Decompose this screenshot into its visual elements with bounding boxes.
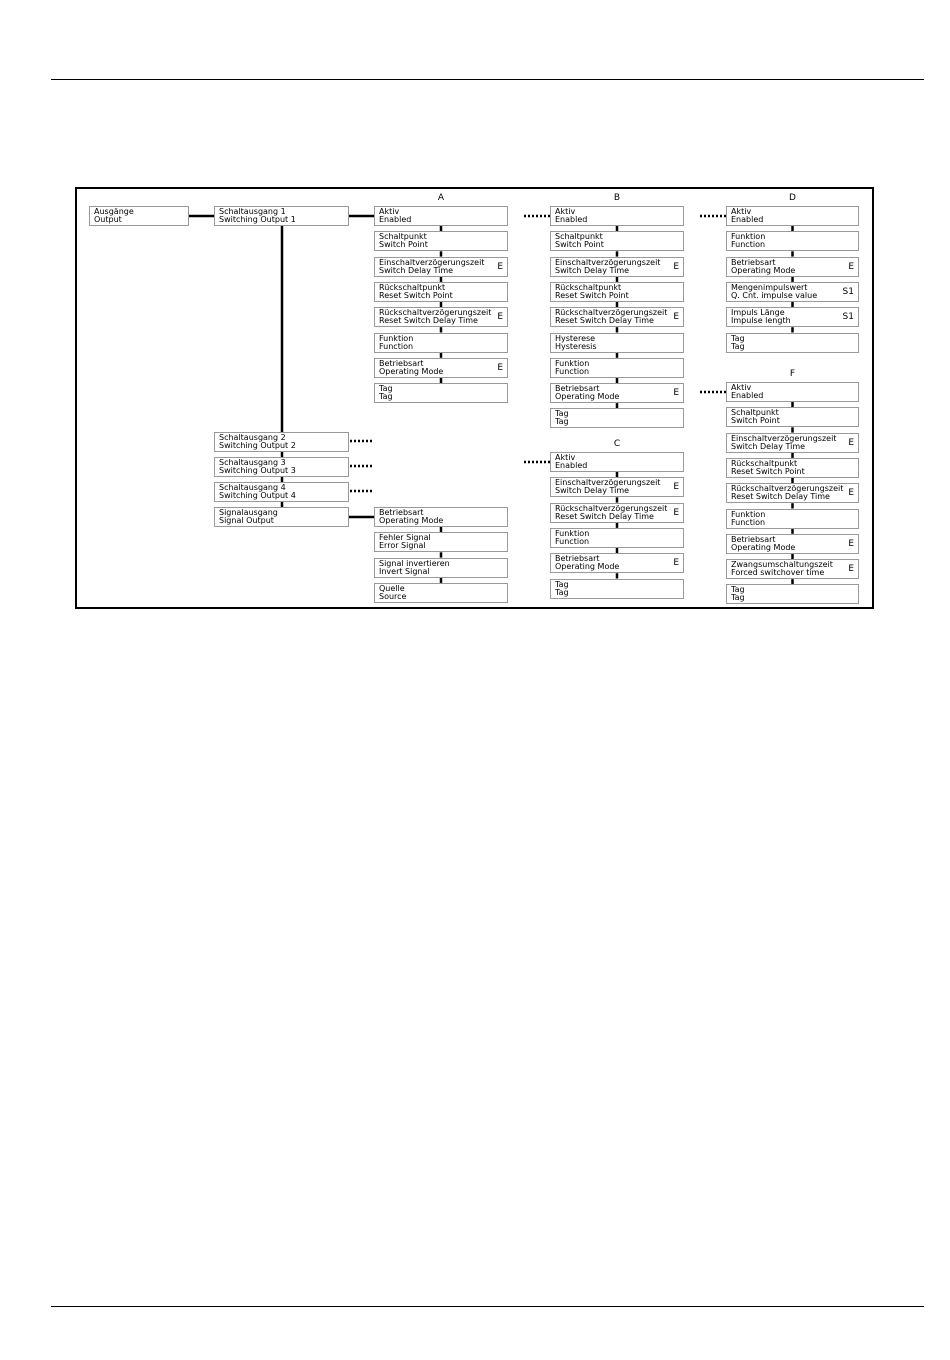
menu-item-d-3 bbox=[726, 257, 859, 277]
menu-item-a-4-label-de: Rückschaltpunkt bbox=[379, 282, 446, 292]
menu-item-d-4-badge: S1 bbox=[842, 286, 854, 297]
menu-item-a-1-label-de: Aktiv bbox=[379, 207, 400, 216]
menu-item-b-8-label-de: Betriebsart bbox=[555, 384, 600, 394]
output-node-5-label-de: Signalausgang bbox=[219, 508, 278, 517]
output-node-2 bbox=[214, 432, 349, 452]
menu-item-b-1-label-en: Enabled bbox=[555, 215, 588, 224]
menu-item-a-5 bbox=[374, 307, 508, 327]
menu-item-signal-3-label-de: Signal invertieren bbox=[379, 558, 450, 568]
menu-item-d-5-label-en: Impulse length bbox=[731, 316, 791, 326]
menu-item-f-9 bbox=[726, 584, 859, 604]
output-node-4-label-de: Schaltausgang 4 bbox=[219, 483, 286, 492]
output-node-4-label-en: Switching Output 4 bbox=[219, 491, 296, 500]
menu-item-d-4-label-de: Mengenimpulswert bbox=[731, 282, 808, 292]
menu-item-d-2 bbox=[726, 231, 859, 251]
menu-item-a-5-label-de: Rückschaltverzögerungszeit bbox=[379, 308, 492, 318]
menu-item-b-4-label-de: Rückschaltpunkt bbox=[555, 282, 622, 292]
menu-item-f-3-label-en: Switch Delay Time bbox=[731, 441, 806, 451]
menu-item-d-5-label-de: Impuls Länge bbox=[731, 308, 785, 318]
menu-item-a-5-label-en: Reset Switch Delay Time bbox=[379, 316, 478, 326]
menu-item-signal-3-label-en: Invert Signal bbox=[379, 566, 430, 576]
menu-item-b-2-label-de: Schaltpunkt bbox=[555, 232, 603, 242]
menu-item-signal-4-label-de: Quelle bbox=[379, 583, 405, 593]
menu-item-a-6 bbox=[374, 333, 508, 353]
menu-item-a-4 bbox=[374, 282, 508, 302]
menu-item-c-1-label-de: Aktiv bbox=[555, 453, 576, 462]
root-output-node-label-en: Output bbox=[94, 215, 122, 224]
menu-item-f-5-label-en: Reset Switch Delay Time bbox=[731, 492, 830, 502]
menu-item-b-4-label-en: Reset Switch Point bbox=[555, 290, 629, 300]
menu-item-f-2-label-de: Schaltpunkt bbox=[731, 408, 779, 418]
menu-item-b-9 bbox=[550, 408, 684, 428]
menu-item-b-7-label-de: Funktion bbox=[555, 358, 590, 368]
menu-item-f-4-label-en: Reset Switch Point bbox=[731, 466, 805, 476]
menu-item-signal-2-label-en: Error Signal bbox=[379, 541, 426, 551]
menu-item-f-1-label-en: Enabled bbox=[731, 391, 764, 400]
column-b-letter: B bbox=[613, 193, 621, 203]
menu-item-f-6-label-de: Funktion bbox=[731, 509, 766, 519]
menu-item-b-3 bbox=[550, 257, 684, 277]
menu-item-signal-4 bbox=[374, 583, 508, 603]
menu-item-b-7-label-en: Function bbox=[555, 366, 590, 376]
menu-item-c-4 bbox=[550, 528, 684, 548]
menu-item-d-3-label-en: Operating Mode bbox=[731, 265, 796, 275]
menu-item-f-1-label-de: Aktiv bbox=[731, 383, 752, 392]
menu-item-f-2-label-en: Switch Point bbox=[731, 416, 780, 426]
menu-item-d-3-label-de: Betriebsart bbox=[731, 257, 776, 267]
menu-item-a-5-badge: E bbox=[497, 312, 503, 323]
menu-item-f-8-label-de: Zwangsumschaltungszeit bbox=[731, 560, 833, 570]
menu-item-b-3-label-de: Einschaltverzögerungszeit bbox=[555, 257, 661, 267]
menu-item-b-8-label-en: Operating Mode bbox=[555, 392, 620, 402]
menu-item-a-4-label-en: Reset Switch Point bbox=[379, 290, 453, 300]
menu-item-c-2-label-de: Einschaltverzögerungszeit bbox=[555, 478, 661, 488]
menu-item-signal-4-label-en: Source bbox=[379, 591, 407, 601]
output-node-3 bbox=[214, 457, 349, 477]
output-node-1-label-en: Switching Output 1 bbox=[219, 215, 296, 224]
menu-item-a-3-badge: E bbox=[497, 261, 503, 272]
menu-item-f-6-label-en: Function bbox=[731, 517, 766, 527]
menu-item-f-8 bbox=[726, 559, 859, 579]
root-output-node-label-de: Ausgänge bbox=[94, 207, 134, 216]
menu-item-b-6-label-en: Hysteresis bbox=[555, 341, 597, 351]
menu-item-d-6-label-de: Tag bbox=[731, 333, 745, 343]
menu-item-d-5 bbox=[726, 307, 859, 327]
menu-item-a-1 bbox=[374, 206, 508, 226]
menu-item-f-8-badge: E bbox=[848, 564, 854, 575]
menu-item-b-6-label-de: Hysterese bbox=[555, 333, 596, 343]
menu-item-c-2 bbox=[550, 477, 684, 497]
menu-item-f-3-label-de: Einschaltverzögerungszeit bbox=[731, 433, 837, 443]
menu-item-d-1-label-de: Aktiv bbox=[731, 207, 752, 216]
menu-item-b-5-label-de: Rückschaltverzögerungszeit bbox=[555, 308, 668, 318]
menu-item-b-7 bbox=[550, 358, 684, 378]
menu-item-c-3-badge: E bbox=[673, 507, 679, 518]
output-node-3-label-en: Switching Output 3 bbox=[219, 466, 296, 475]
menu-item-d-1-label-en: Enabled bbox=[731, 215, 764, 224]
root-output-node bbox=[89, 206, 189, 226]
menu-item-a-3-label-en: Switch Delay Time bbox=[379, 265, 454, 275]
menu-item-b-6 bbox=[550, 333, 684, 353]
menu-item-b-5-label-en: Reset Switch Delay Time bbox=[555, 316, 654, 326]
menu-item-b-9-label-en: Tag bbox=[555, 417, 569, 427]
menu-item-a-7-label-en: Operating Mode bbox=[379, 366, 444, 376]
menu-item-b-5-badge: E bbox=[673, 312, 679, 323]
menu-item-f-6 bbox=[726, 509, 859, 529]
menu-item-c-4-label-en: Function bbox=[555, 536, 590, 546]
menu-item-c-4-label-de: Funktion bbox=[555, 528, 590, 538]
menu-item-f-7-label-en: Operating Mode bbox=[731, 542, 796, 552]
menu-item-f-9-label-de: Tag bbox=[731, 585, 745, 595]
menu-item-b-1-label-de: Aktiv bbox=[555, 207, 576, 216]
menu-item-f-1 bbox=[726, 382, 859, 402]
menu-item-b-1 bbox=[550, 206, 684, 226]
footer-rule bbox=[51, 1306, 924, 1307]
menu-item-a-8-label-de: Tag bbox=[379, 384, 393, 394]
menu-item-b-3-badge: E bbox=[673, 261, 679, 272]
output-node-5-label-en: Signal Output bbox=[219, 516, 274, 525]
header-rule bbox=[51, 79, 924, 80]
menu-item-c-1 bbox=[550, 452, 684, 472]
menu-item-c-5-badge: E bbox=[673, 558, 679, 569]
output-node-2-label-en: Switching Output 2 bbox=[219, 441, 296, 450]
menu-item-a-3 bbox=[374, 257, 508, 277]
menu-item-c-5-label-en: Operating Mode bbox=[555, 562, 620, 572]
column-d-letter: D bbox=[789, 193, 796, 203]
menu-item-a-3-label-de: Einschaltverzögerungszeit bbox=[379, 257, 485, 267]
menu-item-d-4-label-en: Q. Cnt. impulse value bbox=[731, 290, 818, 300]
menu-item-c-3-label-en: Reset Switch Delay Time bbox=[555, 511, 654, 521]
menu-item-c-6 bbox=[550, 579, 684, 599]
output-node-5 bbox=[214, 507, 349, 527]
menu-item-f-3-badge: E bbox=[848, 437, 854, 448]
menu-item-c-5-label-de: Betriebsart bbox=[555, 554, 600, 564]
menu-item-f-2 bbox=[726, 407, 859, 427]
menu-item-f-4-label-de: Rückschaltpunkt bbox=[731, 458, 798, 468]
menu-item-b-5 bbox=[550, 307, 684, 327]
menu-item-d-1 bbox=[726, 206, 859, 226]
column-a-letter: A bbox=[437, 193, 445, 203]
menu-item-b-8 bbox=[550, 383, 684, 403]
menu-item-f-7-badge: E bbox=[848, 538, 854, 549]
menu-item-signal-1-label-de: Betriebsart bbox=[379, 508, 424, 517]
menu-item-b-2-label-en: Switch Point bbox=[555, 240, 604, 250]
menu-item-f-9-label-en: Tag bbox=[731, 593, 745, 603]
menu-item-a-7-badge: E bbox=[497, 362, 503, 373]
column-f-letter: F bbox=[789, 369, 796, 379]
menu-item-f-8-label-en: Forced switchover time bbox=[731, 568, 825, 578]
menu-item-a-2 bbox=[374, 231, 508, 251]
column-c-letter: C bbox=[613, 439, 621, 449]
menu-item-f-5-badge: E bbox=[848, 488, 854, 499]
output-node-2-label-de: Schaltausgang 2 bbox=[219, 433, 286, 442]
menu-item-signal-2 bbox=[374, 532, 508, 552]
menu-item-a-1-label-en: Enabled bbox=[379, 215, 412, 224]
output-node-1 bbox=[214, 206, 349, 226]
menu-item-c-3 bbox=[550, 503, 684, 523]
output-node-4 bbox=[214, 482, 349, 502]
menu-item-b-3-label-en: Switch Delay Time bbox=[555, 265, 630, 275]
menu-tree-diagram bbox=[75, 187, 874, 609]
menu-item-d-6 bbox=[726, 333, 859, 353]
menu-item-f-5 bbox=[726, 483, 859, 503]
menu-item-d-2-label-en: Function bbox=[731, 240, 766, 250]
menu-item-c-1-label-en: Enabled bbox=[555, 461, 588, 470]
output-node-1-label-de: Schaltausgang 1 bbox=[219, 207, 286, 216]
menu-item-c-2-label-en: Switch Delay Time bbox=[555, 486, 630, 496]
menu-item-f-3 bbox=[726, 433, 859, 453]
menu-item-d-6-label-en: Tag bbox=[731, 341, 745, 351]
menu-item-signal-1 bbox=[374, 507, 508, 527]
menu-item-a-6-label-en: Function bbox=[379, 341, 414, 351]
menu-item-d-5-badge: S1 bbox=[842, 312, 854, 323]
menu-item-c-2-badge: E bbox=[673, 482, 679, 493]
menu-item-b-8-badge: E bbox=[673, 388, 679, 399]
menu-item-a-8-label-en: Tag bbox=[379, 392, 393, 402]
menu-item-a-2-label-en: Switch Point bbox=[379, 240, 428, 250]
menu-item-d-2-label-de: Funktion bbox=[731, 232, 766, 242]
menu-item-c-3-label-de: Rückschaltverzögerungszeit bbox=[555, 503, 668, 513]
menu-item-b-9-label-de: Tag bbox=[555, 409, 569, 419]
menu-item-f-5-label-de: Rückschaltverzögerungszeit bbox=[731, 484, 844, 494]
menu-item-a-8 bbox=[374, 383, 508, 403]
menu-item-c-6-label-en: Tag bbox=[555, 587, 569, 597]
menu-item-a-6-label-de: Funktion bbox=[379, 333, 414, 343]
menu-item-signal-2-label-de: Fehler Signal bbox=[379, 533, 431, 543]
output-node-3-label-de: Schaltausgang 3 bbox=[219, 458, 286, 467]
menu-item-b-4 bbox=[550, 282, 684, 302]
menu-item-a-2-label-de: Schaltpunkt bbox=[379, 232, 427, 242]
menu-item-signal-3 bbox=[374, 558, 508, 578]
menu-item-a-7 bbox=[374, 358, 508, 378]
menu-item-f-4 bbox=[726, 458, 859, 478]
menu-item-d-4 bbox=[726, 282, 859, 302]
menu-item-d-3-badge: E bbox=[848, 261, 854, 272]
menu-item-f-7-label-de: Betriebsart bbox=[731, 534, 776, 544]
menu-item-a-7-label-de: Betriebsart bbox=[379, 358, 424, 368]
menu-item-c-6-label-de: Tag bbox=[555, 579, 569, 589]
menu-item-f-7 bbox=[726, 534, 859, 554]
menu-item-b-2 bbox=[550, 231, 684, 251]
menu-item-c-5 bbox=[550, 553, 684, 573]
menu-item-signal-1-label-en: Operating Mode bbox=[379, 516, 444, 525]
